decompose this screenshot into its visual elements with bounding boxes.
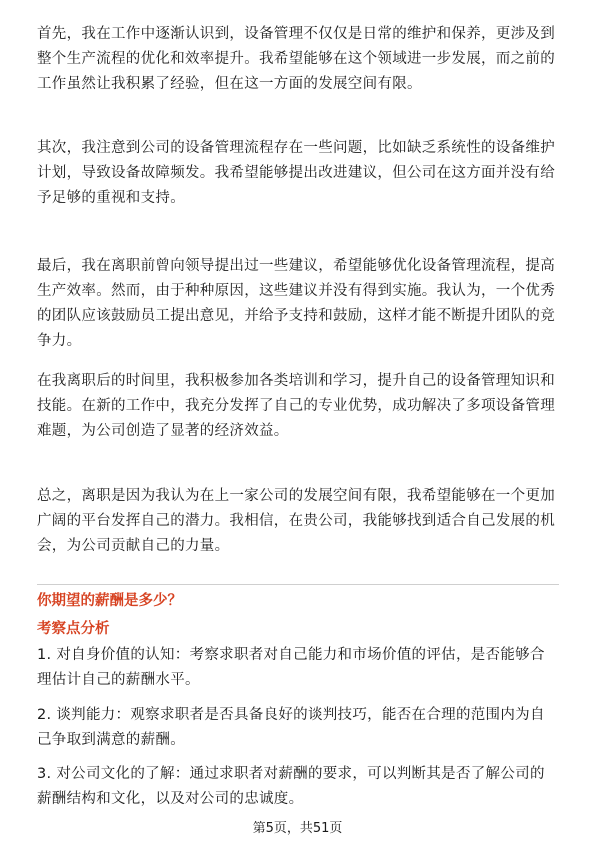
analysis-item-1: 1. 对自身价值的认知：考察求职者对自己能力和市场价值的评估，是否能够合理估计自己的薪酬水平。 [37,647,545,688]
analysis-item-3: 3. 对公司文化的了解：通过求职者对薪酬的要求，可以判断其是否了解公司的薪酬结构和文化，以及对公司的忠诚度。 [37,766,545,807]
paragraph-2: 其次，我注意到公司的设备管理流程存在一些问题，比如缺乏系统性的设备维护计划，导致设备故障频发。我希望能够提出改进建议，但公司在这方面并没有给予足够的重视和支持。 [37,140,555,206]
analysis-title: 考察点分析 [37,621,110,637]
question-heading: 你期望的薪酬是多少？ [37,593,182,609]
analysis-item-2: 2. 谈判能力：观察求职者是否具备良好的谈判技巧，能否在合理的范围内为自己争取到满意的薪酬。 [37,707,545,748]
paragraph-4: 在我离职后的时间里，我积极参加各类培训和学习，提升自己的设备管理知识和技能。在新的工作中，我充分发挥了自己的专业优势，成功解决了多项设备管理难题，为公司创造了显著的经济效益。 [37,373,555,439]
section-divider [37,584,559,585]
paragraph-3: 最后，我在离职前曾向领导提出过一些建议，希望能够优化设备管理流程，提高生产效率。然而，由于种种原因，这些建议并没有得到实施。我认为，一个优秀的团队应该鼓励员工提出意见，并给予支持和鼓励，这样才能不断提升团队的竞争力。 [37,258,555,349]
paragraph-5: 总之，离职是因为我认为在上一家公司的发展空间有限，我希望能够在一个更加广阔的平台发挥自己的潜力。我相信，在贵公司，我能够找到适合自己发展的机会，为公司贡献自己的力量。 [37,488,555,554]
page-footer: 第5页，共51页 [252,821,343,836]
paragraph-1: 首先，我在工作中逐渐认识到，设备管理不仅仅是日常的维护和保养，更涉及到整个生产流程的优化和效率提升。我希望能够在这个领域进一步发展，而之前的工作虽然让我积累了经验，但在这一方面的发展空间有限。 [37,26,555,92]
